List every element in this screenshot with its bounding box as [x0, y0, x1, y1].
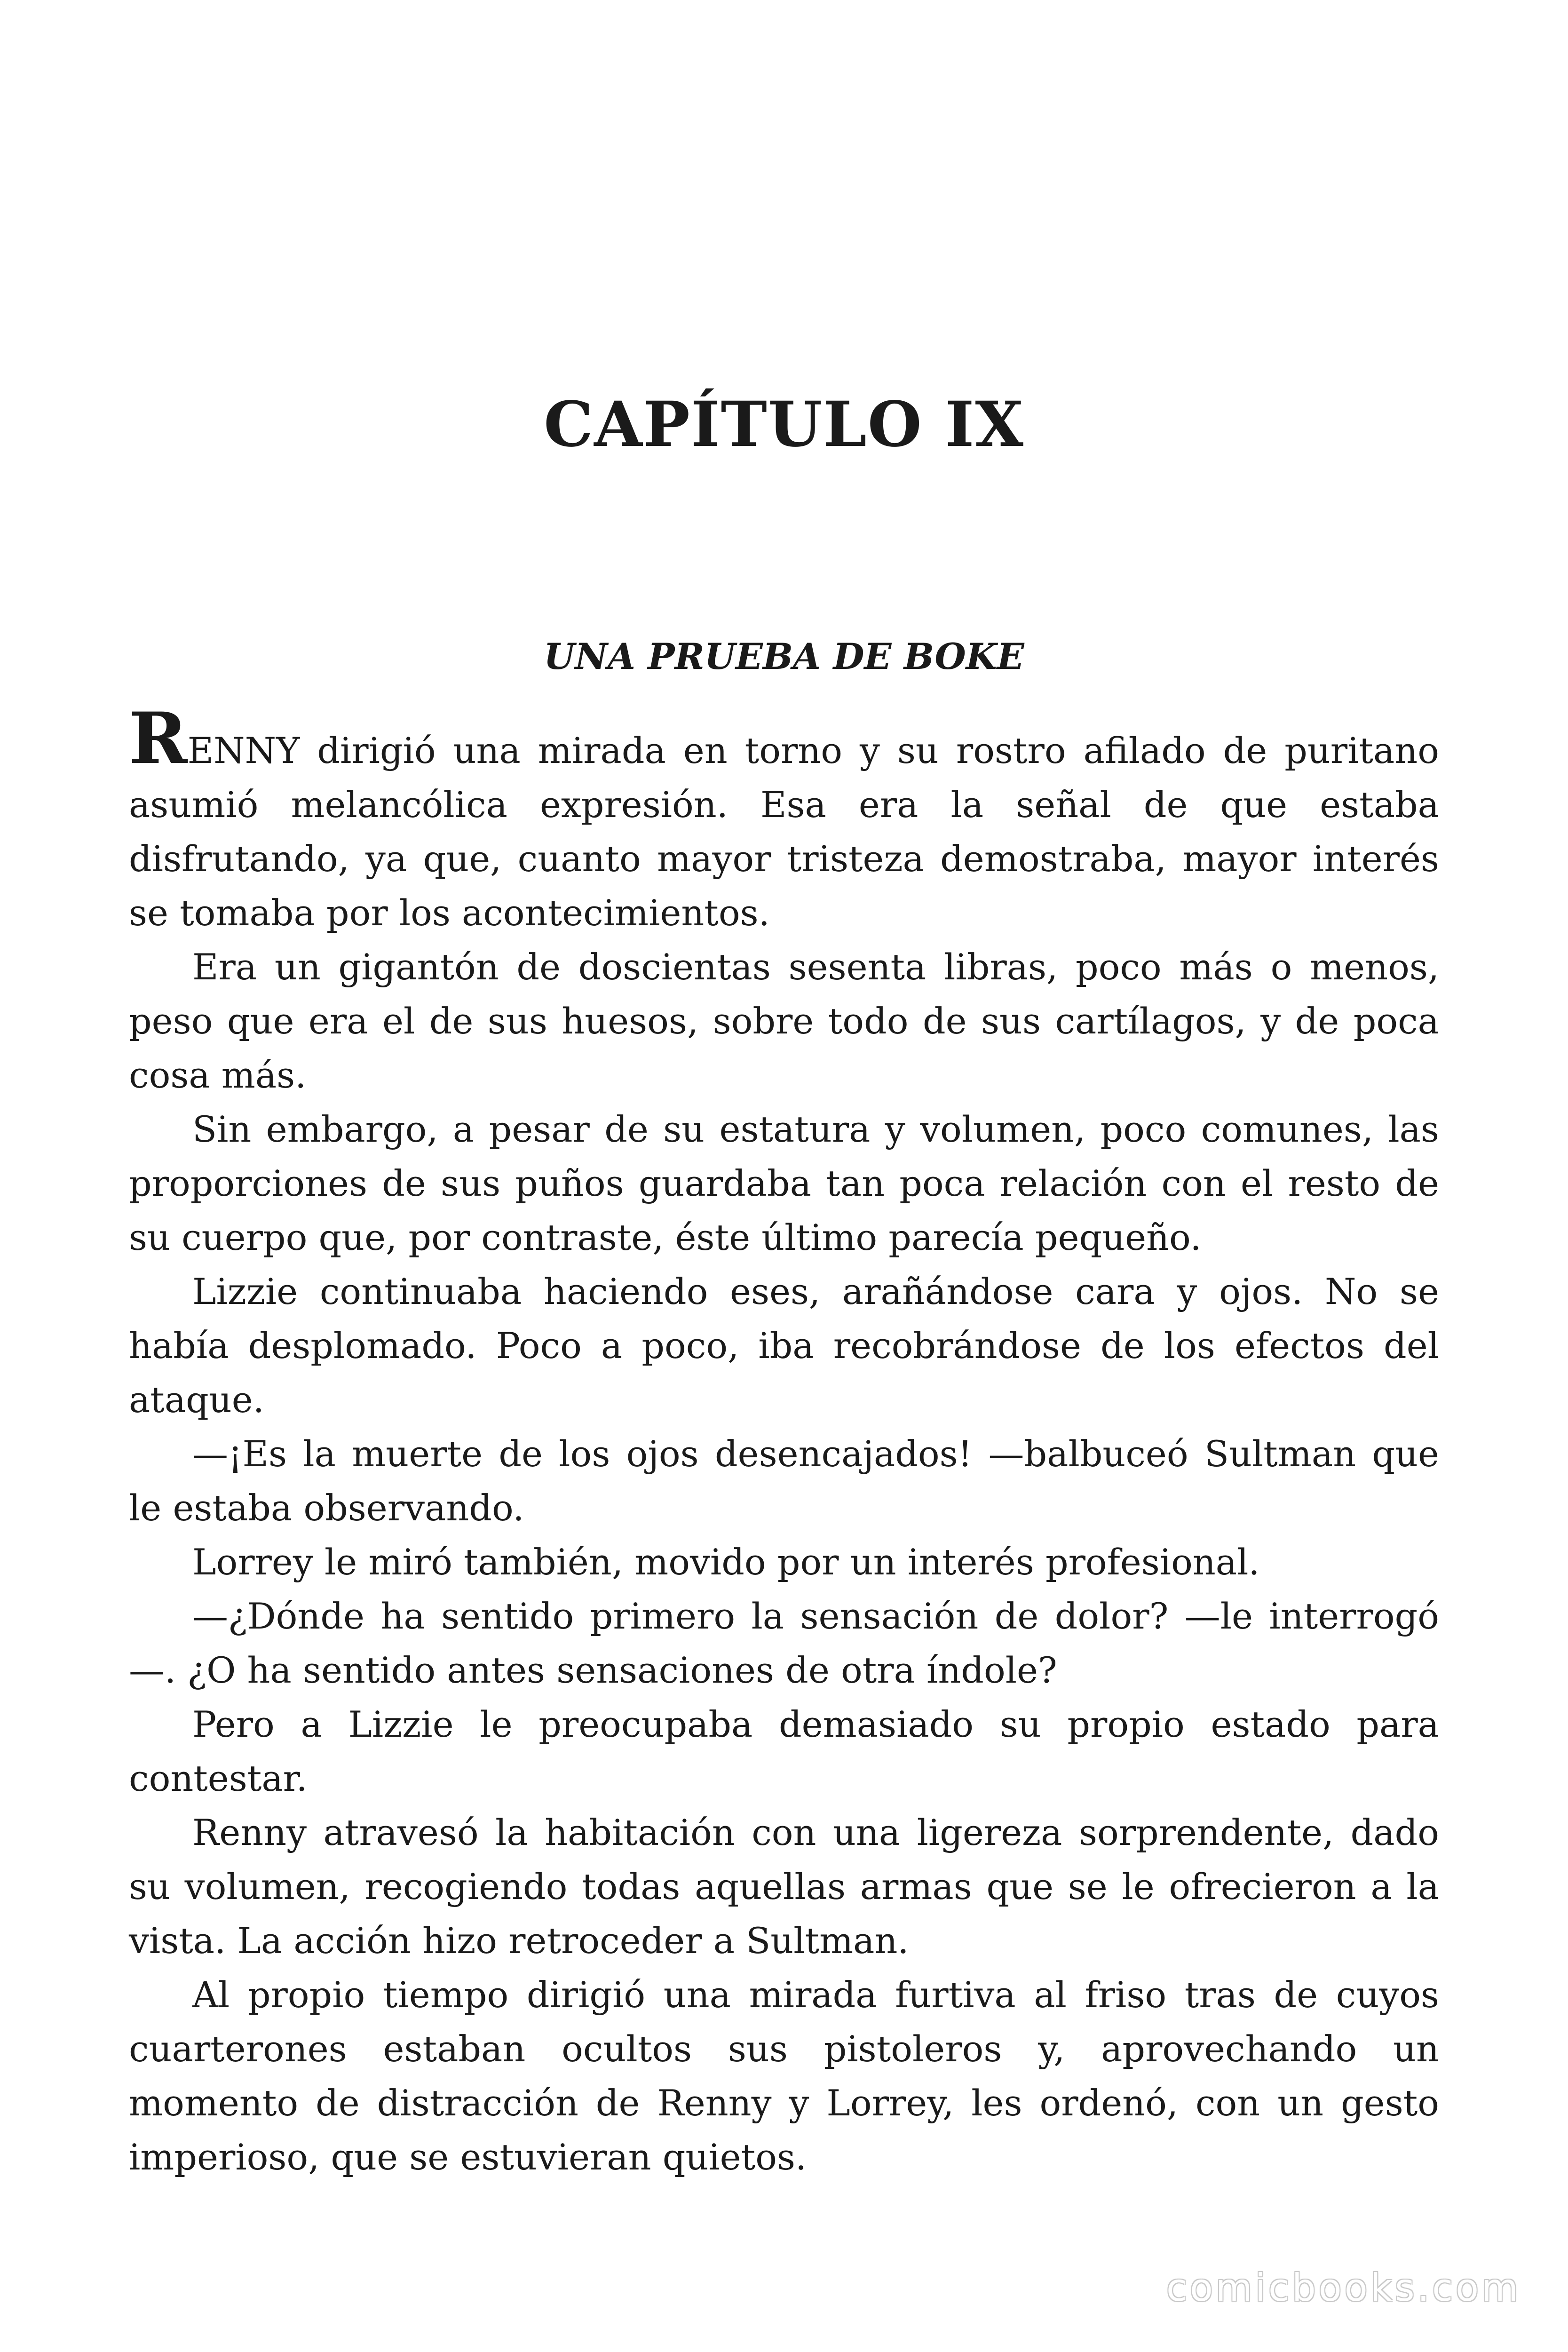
chapter-subtitle: UNA PRUEBA DE BOKE: [544, 636, 1024, 677]
watermark: comicbooks.com: [1166, 2266, 1521, 2310]
paragraph-8: Pero a Lizzie le preocupaba demasiado su propio estado para contestar.: [129, 1703, 1439, 1799]
paragraph-9: Renny atravesó la habitación con una ligereza sorprendente, dado su volumen, recogiendo todas aquellas armas que se le ofrecieron a la vista. La acción hizo retroceder a Sultman.: [129, 1812, 1439, 1962]
paragraph-10: Al propio tiempo dirigió una mirada furtiva al friso tras de cuyos cuarterones estaban ocultos sus pistoleros y, aprovechando un momento de distracción de Renny y Lorrey, les ordenó, con un gesto imperioso, que se estuvieran quietos.: [129, 1974, 1439, 2178]
paragraph-2: Era un gigantón de doscientas sesenta libras, poco más o menos, peso que era el de sus huesos, sobre todo de sus cartílagos, y de poca cosa más.: [129, 946, 1439, 1096]
body-text: [129, 697, 1439, 2184]
paragraph-4: Lizzie continuaba haciendo eses, arañándose cara y ojos. No se había desplomado. Poco a poco, iba recobrándose de los efectos del ataque.: [129, 1271, 1439, 1421]
paragraph-7: —¿Dónde ha sentido primero la sensación de dolor? —le interrogó—. ¿O ha sentido antes sensaciones de otra índole?: [129, 1595, 1439, 1691]
drop-cap: R: [129, 697, 188, 780]
paragraph-1-text: dirigió una mirada en torno y su rostro afilado de puritano asumió melancólica expresión. Esa era la señal de que estaba disfrutando, ya que, cuanto mayor tristeza demostraba, mayor interés se tomaba por los acontecimientos.: [129, 730, 1439, 934]
small-caps-lead: ENNY: [187, 730, 300, 771]
paragraph-1: [129, 697, 1439, 940]
paragraph-5: —¡Es la muerte de los ojos desencajados! —balbuceó Sultman que le estaba observando.: [129, 1433, 1439, 1529]
paragraph-3: Sin embargo, a pesar de su estatura y volumen, poco comunes, las proporciones de sus puños guardaba tan poca relación con el resto de su cuerpo que, por contraste, éste último parecía pequeño.: [129, 1108, 1439, 1258]
chapter-title: CAPÍTULO IX: [544, 388, 1024, 461]
paragraph-6: Lorrey le miró también, movido por un interés profesional.: [192, 1541, 1260, 1583]
